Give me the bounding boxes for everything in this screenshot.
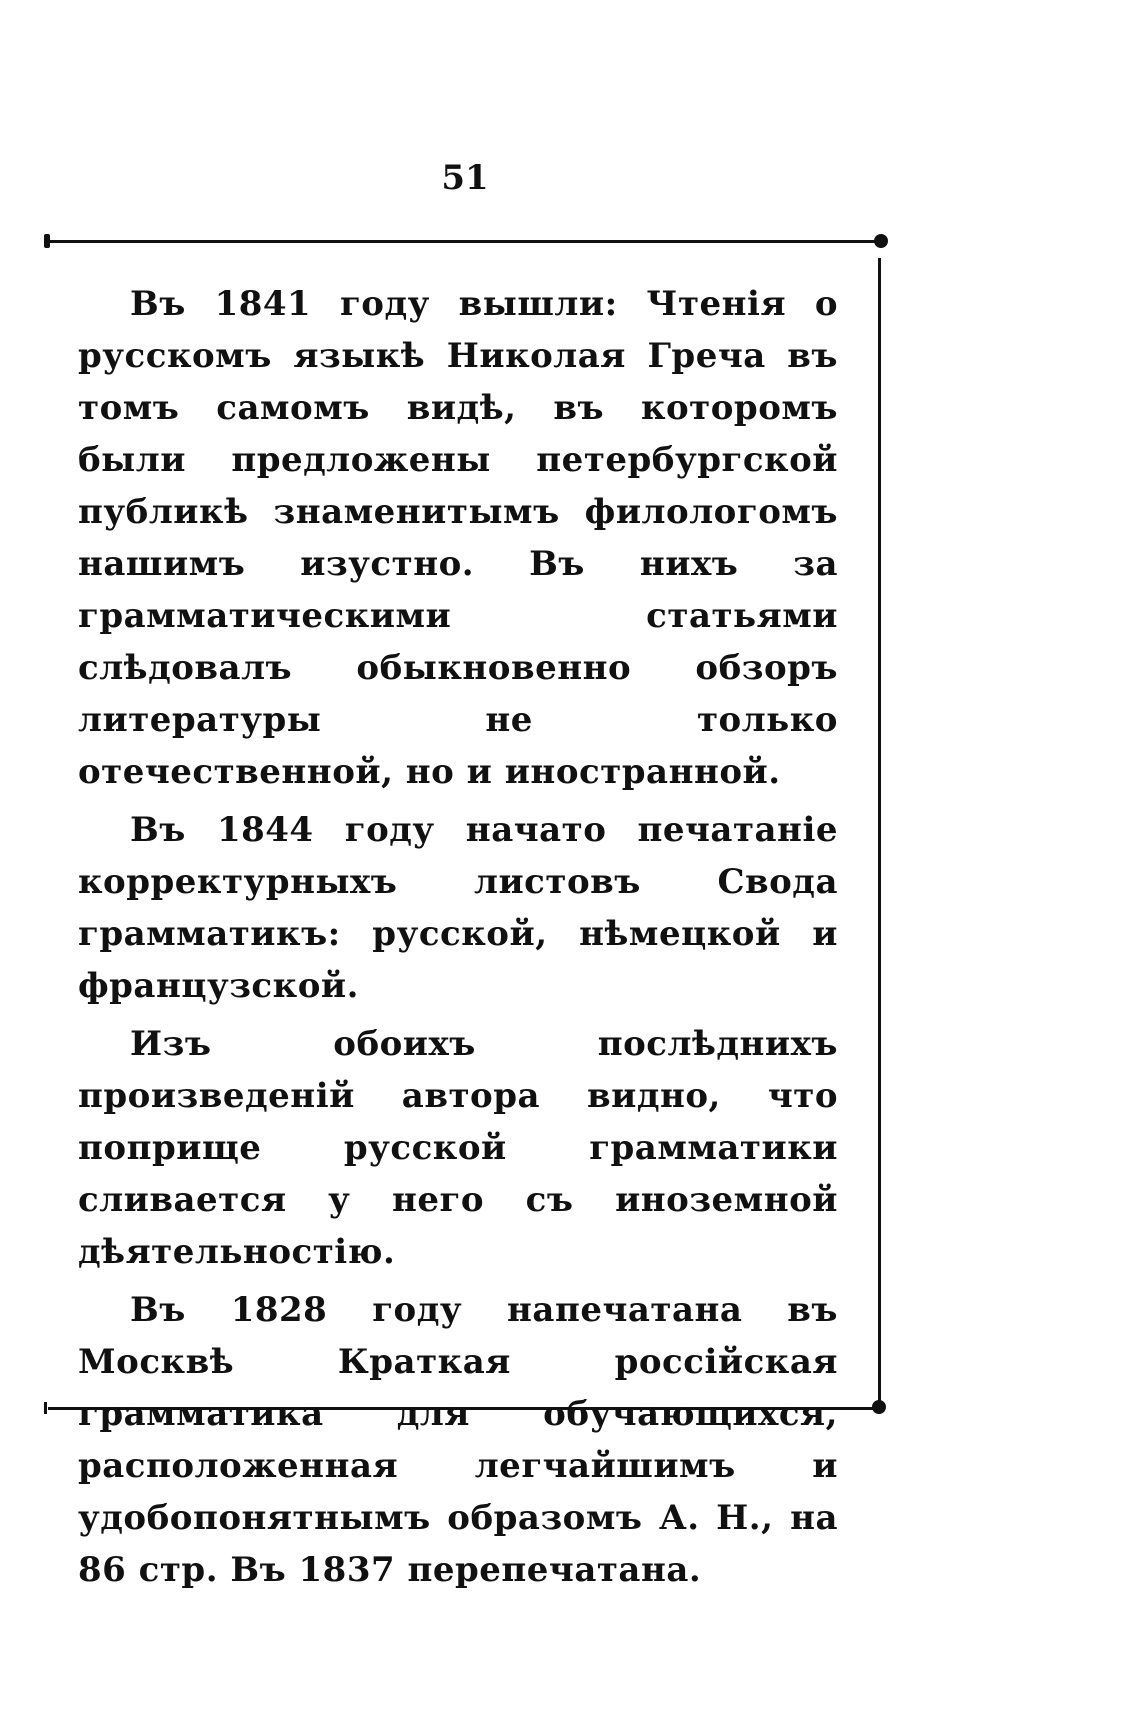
bottom-left-rule-ornament [44, 1402, 47, 1414]
paragraph: Въ 1828 году напечатана въ Москвѣ Краткая россійская грамматика для обучающихся, расположенная легчайшимъ и удобопонятнымъ образомъ А. Н., на 86 стр. Въ 1837 перепечатана. [78, 1290, 838, 1590]
right-rule [878, 258, 881, 1408]
paragraph: Изъ обоихъ послѣднихъ произведеній автора видно, что поприще русской грамматики сливается у него съ иноземной дѣятельностію. [78, 1024, 838, 1272]
top-right-rule-ornament [874, 234, 888, 248]
paragraph: Въ 1844 году начато печатаніе корректурныхъ листовъ Свода грамматикъ: русской, нѣмецкой и французской. [78, 810, 838, 1006]
paragraph: Въ 1841 году вышли: Чтенія о русскомъ языкѣ Николая Греча въ томъ самомъ видѣ, въ которомъ были предложены петербургской публикѣ знаменитымъ филологомъ нашимъ изустно. Въ нихъ за грамматическими статьями слѣдовалъ обыкновенно обзоръ литературы не только отечественной, но и иностранной. [78, 284, 838, 792]
body-text [78, 278, 838, 1602]
page-number: 51 [441, 158, 489, 198]
top-left-rule-ornament [44, 234, 50, 248]
top-rule [48, 240, 883, 243]
bottom-right-rule-ornament [872, 1400, 886, 1414]
